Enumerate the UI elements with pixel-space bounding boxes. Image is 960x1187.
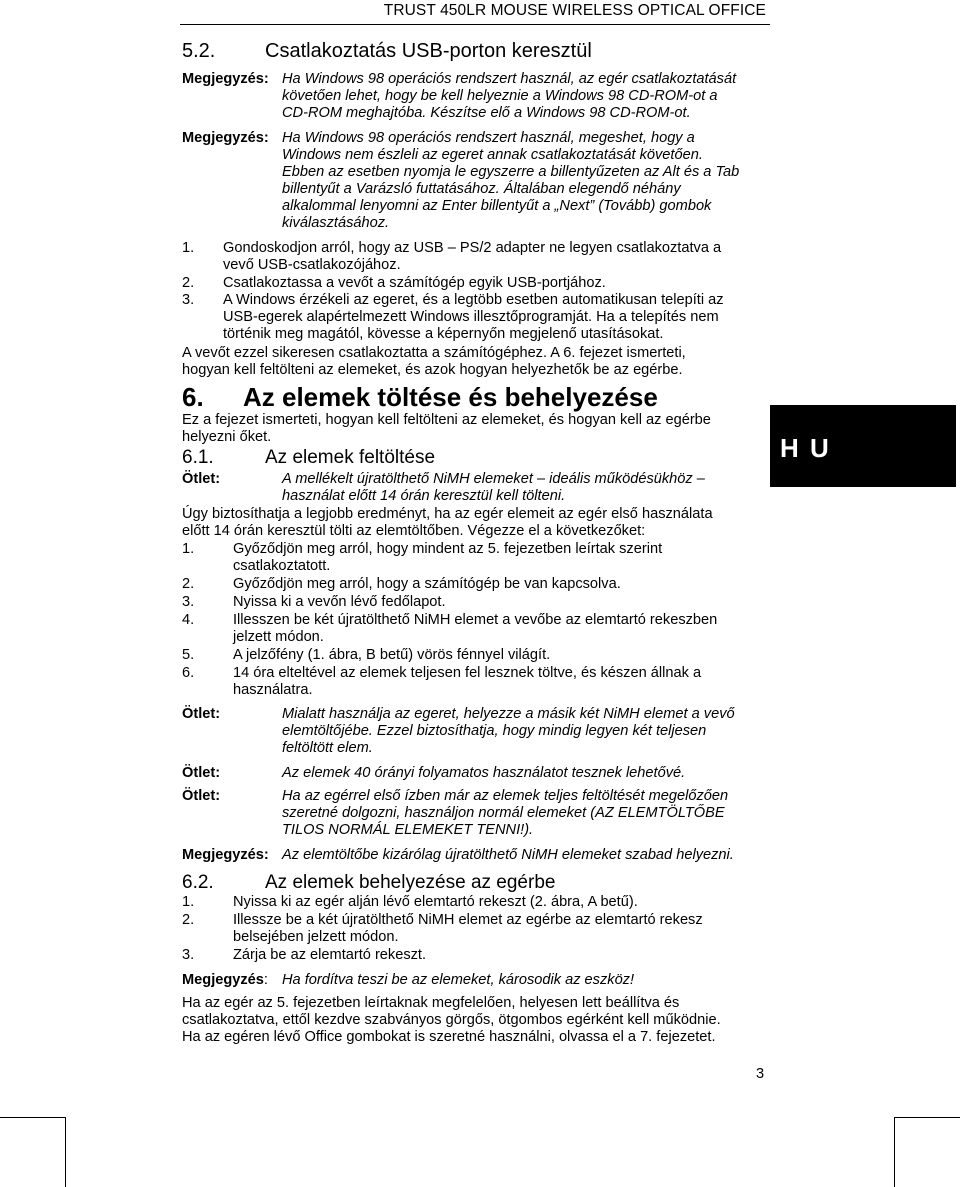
list-line: 14 óra elteltével az elemek teljesen fel lesznek töltve, és készen állnak a [233,665,702,681]
note-1-text [282,71,772,122]
paragraph-line: helyezni őket. [182,429,272,445]
tip-3-label: Ötlet: [182,765,221,781]
list-line: belsejében jelzett módon. [233,929,399,945]
section-5-2-closing [182,345,772,379]
language-code: H U [780,433,831,463]
list-line: Győződjön meg arról, hogy mindent az 5. fejezetben leírtak szerint [233,541,663,557]
paragraph-line: csatlakoztatva, ettől kezdve szabványos görgős, ötgombos egérként kell működnie. [182,1012,721,1028]
header-rule [180,24,770,25]
paragraph-line: előtt 14 órán keresztül tölti az elemtöltőben. Végezze el a következőket: [182,523,646,539]
tip-line: Ha az egérrel első ízben már az elemek teljes feltöltését megelőzően [282,788,729,804]
note-6-1-label: Megjegyzés: [182,847,269,863]
note-1-label: Megjegyzés: [182,71,269,87]
list-line: vevő USB-csatlakozójához. [223,257,401,273]
list-number: 3. [182,594,195,610]
note-2-line: Ebben az esetben nyomja le egyszerre a billentyűzeten az Alt és a Tab [282,164,740,180]
page-number: 3 [756,1066,765,1082]
note-label-word: Megjegyzés [182,972,264,988]
note-2-line: kiválasztásához. [282,215,390,231]
list-number: 3. [182,292,195,308]
list-line: Csatlakoztassa a vevőt a számítógép egyik USB-portjához. [223,275,606,291]
section-6-1-number: 6.1. [182,447,214,468]
list-number: 1. [182,240,195,256]
note-line: Ha fordítva teszi be az elemeket, károsodik az eszköz! [282,972,635,988]
paragraph-line: Ez a fejezet ismerteti, hogyan kell feltölteni az elemeket, és hogyan kell az egérbe [182,412,711,428]
list-number: 4. [182,612,195,628]
list-line: Zárja be az elemtartó rekeszt. [233,947,427,963]
note-2-line: Windows nem észleli az egeret annak csatlakoztatását követően. [282,147,703,163]
list-line: Illessze be a két újratölthető NiMH elemet az egérbe az elemtartó rekesz [233,912,703,928]
note-6-2-text [282,972,772,989]
paragraph-line: Úgy biztosíthatja a legjobb eredményt, ha az egér elemeit az egér első használata [182,506,713,522]
section-6-title: Az elemek töltése és behelyezése [243,382,658,412]
note-1-line: CD-ROM meghajtóba. Készítse elő a Windows 98 CD-ROM-ot. [282,105,691,121]
list-line: Nyissa ki a vevőn lévő fedőlapot. [233,594,446,610]
list-number: 1. [182,541,195,557]
section-5-2-number: 5.2. [182,40,216,62]
crop-mark [894,1117,895,1187]
tip-1-label: Ötlet: [182,471,221,487]
tip-line: elemtöltőjébe. Ezzel biztosíthatja, hogy mindig legyen két teljesen [282,723,707,739]
list-line: A Windows érzékeli az egeret, és a legtöbb esetben automatikusan telepíti az [223,292,724,308]
tip-3-text [282,765,772,782]
crop-mark [894,1117,960,1118]
list-number: 6. [182,665,195,681]
note-1-line: Ha Windows 98 operációs rendszert használ, az egér csatlakoztatását [282,71,737,87]
section-6-intro [182,412,772,446]
tip-line: TILOS NORMÁL ELEMEKET TENNI!). [282,822,534,838]
tip-line: Az elemek 40 órányi folyamatos használatot tesznek lehetővé. [282,765,686,781]
paragraph-line: Ha az egéren lévő Office gombokat is szeretné használni, olvassa el a 7. fejezetet. [182,1029,716,1045]
tip-1-text [282,471,772,505]
list-line: csatlakoztatott. [233,558,331,574]
note-label-colon: : [263,972,268,988]
section-6-1-para [182,506,772,540]
note-6-1-text [282,847,772,864]
section-5-2-title: Csatlakoztatás USB-porton keresztül [265,40,592,62]
tip-line: Mialatt használja az egeret, helyezze a másik két NiMH elemet a vevő [282,706,735,722]
note-2-line: alkalommal lenyomni az Enter billentyűt a „Next” (Tovább) gombok [282,198,712,214]
list-number: 1. [182,894,195,910]
list-number: 2. [182,912,195,928]
list-line: Győződjön meg arról, hogy a számítógép be van kapcsolva. [233,576,621,592]
tip-line: használat előtt 14 órán keresztül kell tölteni. [282,488,566,504]
note-2-text [282,130,772,232]
tip-2-label: Ötlet: [182,706,221,722]
note-2-line: billentyűt a Varázsló futtatásához. Általában elegendő néhány [282,181,681,197]
note-2-label: Megjegyzés: [182,130,269,146]
list-line: USB-egerek alapértelmezett Windows illesztőprogramját. Ha a telepítés nem [223,309,719,325]
tip-line: A mellékelt újratölthető NiMH elemeket – ideális működésükhöz – [282,471,705,487]
list-number: 5. [182,647,195,663]
note-1-line: követően lehet, hogy be kell helyeznie a Windows 98 CD-ROM-ot a [282,88,718,104]
tip-line: feltöltött elem. [282,740,373,756]
section-6-number: 6. [182,382,204,412]
list-number: 2. [182,275,195,291]
list-line: A jelzőfény (1. ábra, B betű) vörös fénnyel világít. [233,647,551,663]
section-6-2-number: 6.2. [182,872,214,893]
tip-4-text [282,788,772,839]
list-number: 2. [182,576,195,592]
section-6-2-closing [182,995,772,1046]
note-2-line: Ha Windows 98 operációs rendszert használ, megeshet, hogy a [282,130,695,146]
list-line: Gondoskodjon arról, hogy az USB – PS/2 adapter ne legyen csatlakoztatva a [223,240,722,256]
note-6-2-label [182,972,268,989]
list-number: 3. [182,947,195,963]
list-line: Nyissa ki az egér alján lévő elemtartó rekeszt (2. ábra, A betű). [233,894,638,910]
list-line: Illesszen be két újratölthető NiMH elemet a vevőbe az elemtartó rekeszben [233,612,718,628]
tip-line: szeretné dolgozni, használjon normál elemeket (AZ ELEMTÖLTŐBE [282,805,725,821]
list-line: jelzett módon. [233,629,324,645]
tip-2-text [282,706,772,757]
paragraph-line: hogyan kell feltölteni az elemeket, és azok hogyan helyezhetők be az egérbe. [182,362,683,378]
crop-mark [0,1117,66,1118]
note-line: Az elemtöltőbe kizárólag újratölthető NiMH elemeket szabad helyezni. [282,847,734,863]
section-6-2-title: Az elemek behelyezése az egérbe [265,872,556,893]
crop-mark [65,1117,66,1187]
paragraph-line: Ha az egér az 5. fejezetben leírtaknak megfelelően, helyesen lett beállítva és [182,995,680,1011]
list-line: használatra. [233,682,313,698]
paragraph-line: A vevőt ezzel sikeresen csatlakoztatta a számítógéphez. A 6. fejezet ismerteti, [182,345,686,361]
tip-4-label: Ötlet: [182,788,221,804]
language-tab [770,405,956,487]
section-6-1-title: Az elemek feltöltése [265,447,436,468]
running-header: TRUST 450LR MOUSE WIRELESS OPTICAL OFFICE [383,2,766,19]
list-line: történik meg magától, kövesse a képernyőn megjelenő utasításokat. [223,326,664,342]
